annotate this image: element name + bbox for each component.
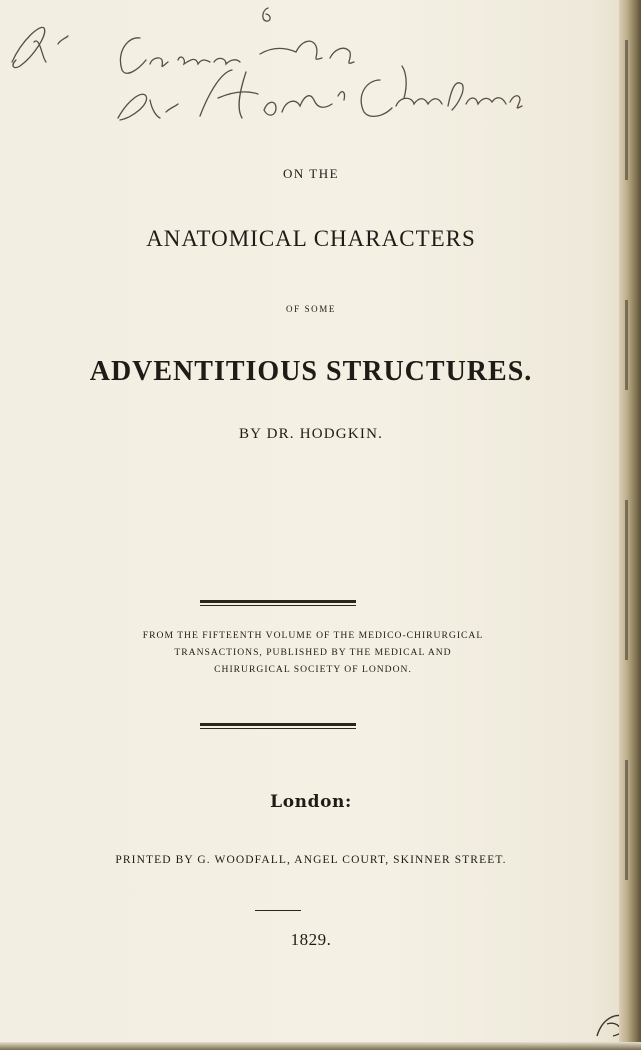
- title-prefix: ON THE: [282, 166, 340, 181]
- page-bottom-edge: [0, 1042, 641, 1050]
- divider-rule-lower: [200, 723, 356, 726]
- imprint-city: London:: [270, 792, 352, 812]
- divider-rule-lower-thin: [200, 728, 356, 729]
- inscription-script: [0, 0, 641, 135]
- divider-rule-upper: [200, 600, 356, 603]
- book-binding-edge: [619, 0, 641, 1050]
- source-line: FROM THE FIFTEENTH VOLUME OF THE MEDICO-CHIRURGICAL: [142, 630, 484, 641]
- publication-year: 1829.: [290, 930, 332, 949]
- source-line: CHIRURGICAL SOCIETY OF LONDON.: [214, 664, 412, 675]
- source-statement: [40, 627, 586, 678]
- source-line: TRANSACTIONS, PUBLISHED BY THE MEDICAL AND: [174, 647, 452, 658]
- title-connector: OF SOME: [286, 304, 336, 314]
- handwritten-inscription: [0, 0, 641, 135]
- divider-rule-short: [255, 910, 301, 911]
- subject-title: ADVENTITIOUS STRUCTURES.: [89, 356, 533, 387]
- printer-line: PRINTED BY G. WOODFALL, ANGEL COURT, SKINNER STREET.: [115, 854, 507, 866]
- divider-rule-upper-thin: [200, 605, 356, 606]
- author-line: BY DR. HODGKIN.: [238, 426, 384, 442]
- main-title: ANATOMICAL CHARACTERS: [146, 226, 476, 251]
